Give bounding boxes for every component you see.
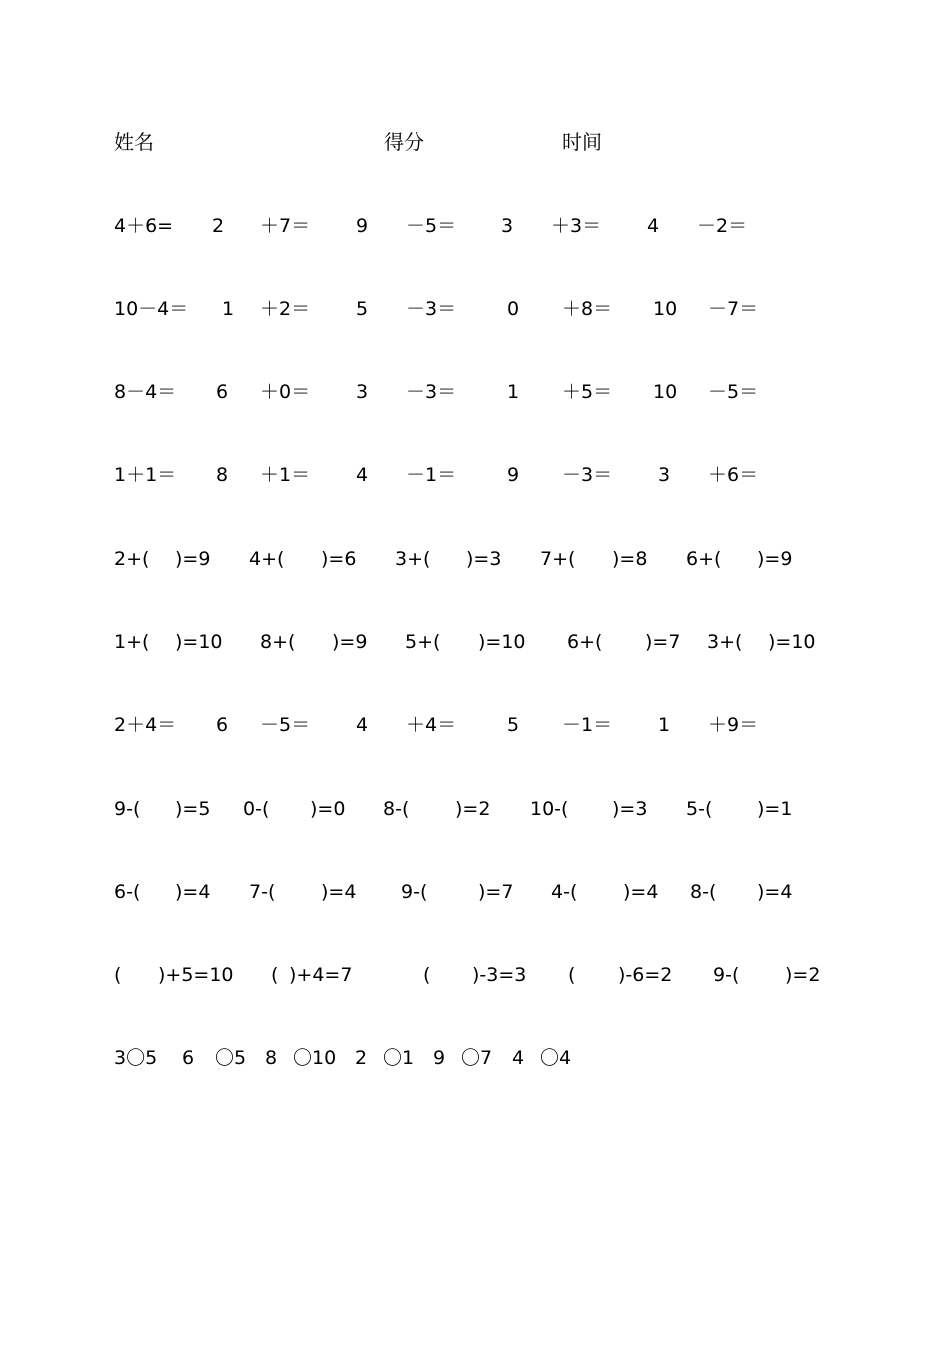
problem-text: －7＝ <box>708 298 759 320</box>
problem-text: )=2 <box>455 798 491 820</box>
problem-text: ＋4＝ <box>406 714 457 736</box>
problem-text: 4 <box>356 714 369 736</box>
problem-text: 2 <box>355 1047 368 1069</box>
problem-text: )=4 <box>757 881 793 903</box>
problem-text: 3 <box>658 464 671 486</box>
problem-text: )=10 <box>478 631 526 653</box>
problem-text: 6 <box>182 1047 195 1069</box>
problem-text: )=9 <box>332 631 368 653</box>
problem-text: )=7 <box>478 881 514 903</box>
problem-text: ( <box>423 964 431 986</box>
problem-text: 9 <box>507 464 520 486</box>
problem-text: 1 <box>507 381 520 403</box>
problem-text: )=6 <box>321 548 357 570</box>
problem-text: )=2 <box>785 964 821 986</box>
problem-text: )+4=7 <box>289 964 353 986</box>
problem-text: 2 <box>212 215 225 237</box>
problem-text: ＋9＝ <box>708 714 759 736</box>
problem-text: )=9 <box>757 548 793 570</box>
problem-text: )+5=10 <box>158 964 234 986</box>
problem-text: )=9 <box>175 548 211 570</box>
problem-text: 3 <box>356 381 369 403</box>
problem-text: ＋2＝ <box>260 298 311 320</box>
problem-text: )=3 <box>612 798 648 820</box>
problem-text: 9 <box>433 1047 446 1069</box>
problem-text: )=0 <box>310 798 346 820</box>
problem-text: ( <box>271 964 279 986</box>
problem-text: 7-( <box>249 881 276 903</box>
problem-text: 6 <box>216 381 229 403</box>
problem-text: ( <box>114 964 122 986</box>
problem-text: )=4 <box>623 881 659 903</box>
problem-text: 6+( <box>567 631 603 653</box>
problem-text: 〇1 <box>383 1047 415 1069</box>
problem-text: 10-( <box>530 798 569 820</box>
problem-text: ＋6＝ <box>708 464 759 486</box>
problem-text: )=4 <box>321 881 357 903</box>
problem-text: ＋7＝ <box>260 215 311 237</box>
problem-text: －3＝ <box>562 464 613 486</box>
problem-text: 6-( <box>114 881 141 903</box>
problem-text: 〇5 <box>215 1047 247 1069</box>
problem-text: 8-( <box>690 881 717 903</box>
problem-text: 10－4＝ <box>114 298 189 320</box>
problem-text: 〇7 <box>461 1047 493 1069</box>
problem-text: )=4 <box>175 881 211 903</box>
problem-text: 3+( <box>395 548 431 570</box>
problem-text: －5＝ <box>406 215 457 237</box>
problem-text: 0 <box>507 298 520 320</box>
problem-text: 3 <box>501 215 514 237</box>
problem-text: 9-( <box>114 798 141 820</box>
problem-text: 5-( <box>686 798 713 820</box>
problem-text: －1＝ <box>562 714 613 736</box>
problem-text: )=10 <box>768 631 816 653</box>
problem-text: 0-( <box>243 798 270 820</box>
problem-text: 7+( <box>540 548 576 570</box>
problem-text: －5＝ <box>260 714 311 736</box>
problem-text: )=5 <box>175 798 211 820</box>
problem-text: 6+( <box>686 548 722 570</box>
problem-text: 8+( <box>260 631 296 653</box>
problem-text: 8－4＝ <box>114 381 177 403</box>
problem-text: 5 <box>507 714 520 736</box>
problem-text: －1＝ <box>406 464 457 486</box>
problem-text: 5+( <box>405 631 441 653</box>
problem-text: ( <box>568 964 576 986</box>
problem-text: ＋1＝ <box>260 464 311 486</box>
problem-text: )=10 <box>175 631 223 653</box>
problem-text: )=7 <box>645 631 681 653</box>
problem-text: 9 <box>356 215 369 237</box>
problem-text: )=8 <box>612 548 648 570</box>
problem-text: ＋3＝ <box>551 215 602 237</box>
problem-text: 4-( <box>551 881 578 903</box>
problem-text: 3〇5 <box>114 1047 158 1069</box>
problem-text: 8-( <box>383 798 410 820</box>
problem-text: )=1 <box>757 798 793 820</box>
problem-text: ＋0＝ <box>260 381 311 403</box>
problem-text: ＋8＝ <box>562 298 613 320</box>
name-label: 姓名 <box>114 130 154 154</box>
problem-text: 1 <box>222 298 235 320</box>
problem-text: 3+( <box>707 631 743 653</box>
score-label: 得分 <box>384 130 424 154</box>
problem-text: 4 <box>512 1047 525 1069</box>
problem-text: )-3=3 <box>472 964 527 986</box>
time-label: 时间 <box>562 130 602 154</box>
problem-text: 9-( <box>713 964 740 986</box>
problem-text: )-6=2 <box>618 964 673 986</box>
problem-text: 8 <box>265 1047 278 1069</box>
problem-text: ＋5＝ <box>562 381 613 403</box>
problem-text: 4 <box>647 215 660 237</box>
problem-text: 2+( <box>114 548 150 570</box>
problem-text: 1+( <box>114 631 150 653</box>
problem-text: 〇10 <box>293 1047 337 1069</box>
problem-text: 10 <box>653 298 678 320</box>
problem-text: 1＋1＝ <box>114 464 177 486</box>
problem-text: 〇4 <box>540 1047 572 1069</box>
problem-text: 1 <box>658 714 671 736</box>
problem-text: 9-( <box>401 881 428 903</box>
problem-text: )=3 <box>466 548 502 570</box>
problem-text: －3＝ <box>406 381 457 403</box>
problem-text: 4 <box>356 464 369 486</box>
problem-text: 10 <box>653 381 678 403</box>
problem-text: 5 <box>356 298 369 320</box>
problem-text: －2＝ <box>697 215 748 237</box>
problem-text: 2＋4＝ <box>114 714 177 736</box>
problem-text: 6 <box>216 714 229 736</box>
problem-text: 4+( <box>249 548 285 570</box>
problem-text: －3＝ <box>406 298 457 320</box>
problem-text: －5＝ <box>708 381 759 403</box>
problem-text: 4＋6= <box>114 215 174 237</box>
problem-text: 8 <box>216 464 229 486</box>
